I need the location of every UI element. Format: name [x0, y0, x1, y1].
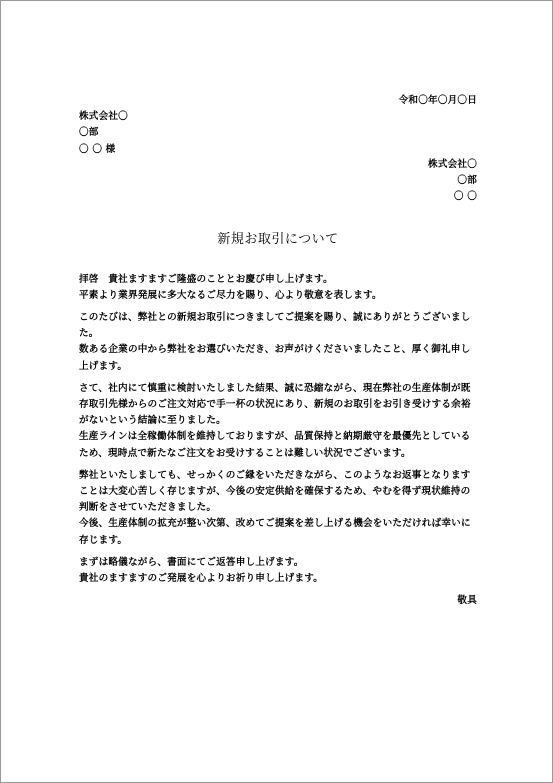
paragraph-thanks: このたびは、弊社との新規お取引につきましてご提案を賜り、誠にありがとうございました。 数ある企業の中から弊社をお選びいただき、お声がけくださいましたこと、厚く御礼申し上げます。: [79, 312, 471, 372]
paragraph-greeting: 拝啓 貴社ますますご隆盛のこととお慶び申し上げます。 平素より業界発展に多大なるご尽力を賜り、心より敬意を表します。: [79, 273, 382, 301]
sender-block: [79, 157, 477, 206]
letter-content: [79, 272, 477, 588]
recipient-block: [79, 109, 477, 158]
recipient-department: 〇部: [79, 127, 99, 139]
letter-title: 新規お取引について: [217, 232, 339, 248]
paragraph-closing-remarks: まずは略儀ながら、書面にてご返答申し上げます。 貴社のますますのご発展を心よりお祈り申し上げます。: [79, 556, 324, 585]
sender-company: 株式会社〇: [428, 158, 477, 170]
recipient-company: 株式会社〇: [79, 111, 128, 123]
paragraph-decision: さて、社内にて慎重に検討いたしました結果、誠に恐縮ながら、現在弊社の生産体制が既存取引先様からのご注文対応で手一杯の状況にあり、新規のお取引をお引き受けする余裕がないという結論に至りました。 生産ラインは全稼働体制を維持しておりますが、品質保持と納期厳守を最優先としているため、現時点で新たなご注文をお受けすることは難しい状況でございます。: [79, 382, 471, 459]
sender-department: 〇部: [457, 175, 477, 187]
letter-body: [79, 93, 477, 609]
letter-date: 令和〇年〇月〇日: [398, 95, 477, 106]
paragraph-apology: 弊社といたしましても、せっかくのご縁をいただきながら、このようなお返事となりますことは大変心苦しく存じますが、今後の安定供給を確保するため、やむを得ず現状維持の判断をさせていただきました。 今後、生産体制の拡充が整い次第、改めてご提案を差し上げる機会をいただければ幸いに存じます。: [79, 469, 471, 546]
sender-name: 〇 〇: [453, 191, 477, 203]
recipient-name: 〇 〇 様: [79, 143, 116, 155]
closing-phrase: 敬具: [457, 595, 477, 607]
